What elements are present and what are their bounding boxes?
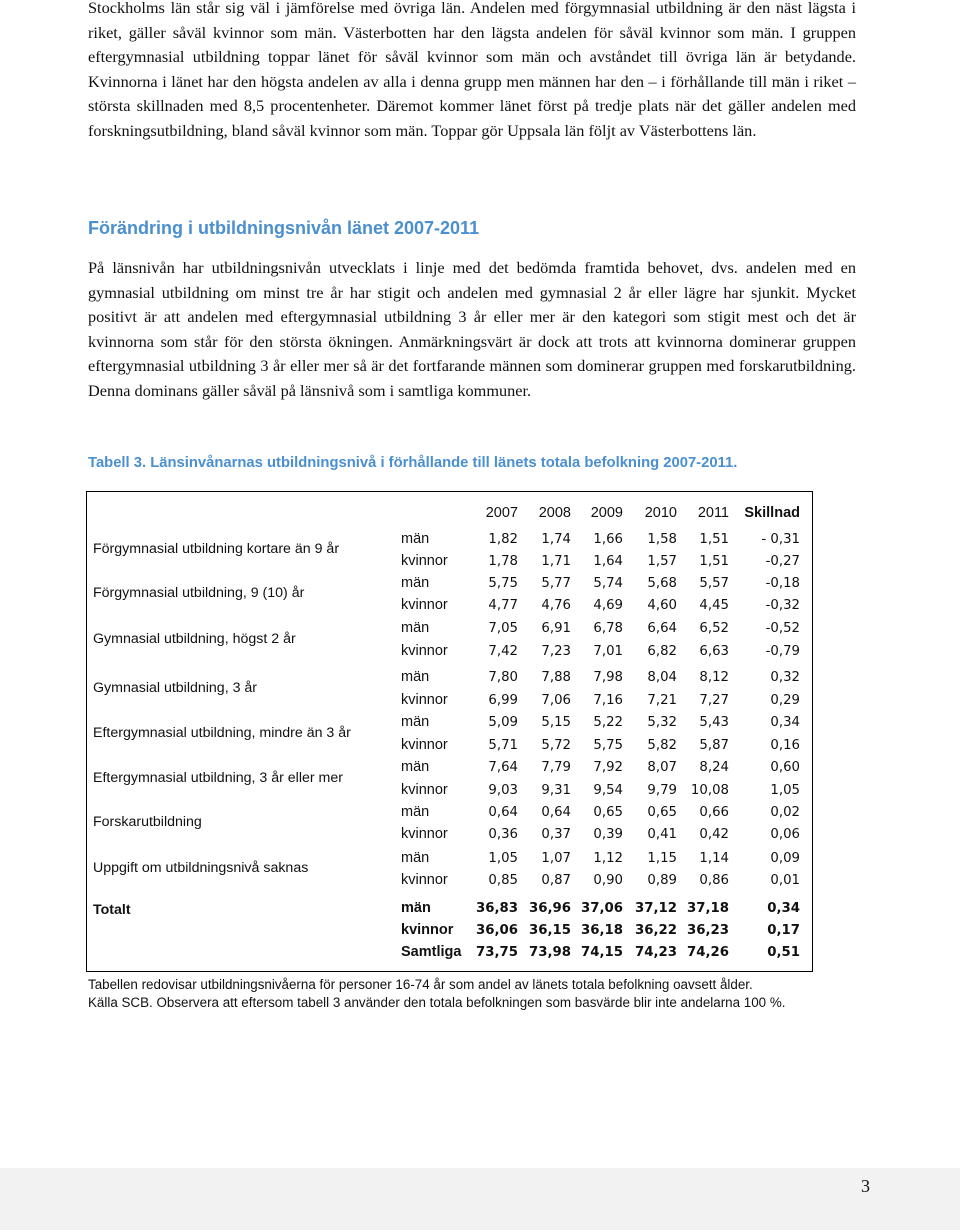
row-sex-label: kvinnor (401, 922, 454, 938)
table-cell: 7,01 (593, 644, 623, 659)
column-header: 2011 (697, 505, 729, 521)
row-sex-label: män (401, 900, 431, 916)
row-sex-label: kvinnor (401, 643, 448, 659)
table-cell: 1,82 (488, 532, 518, 547)
footnote-line-1: Tabellen redovisar utbildningsnivåerna för personer 16-74 år som andel av länets totala befolkning oavsett ålder. (88, 977, 753, 992)
table-cell: 5,75 (593, 738, 623, 753)
row-sex-label: kvinnor (401, 737, 448, 753)
table-cell: 1,57 (647, 554, 677, 569)
table-cell: 7,06 (541, 693, 571, 708)
table-cell: 7,64 (488, 760, 518, 775)
table-cell: 6,64 (647, 621, 677, 636)
row-sex-label: män (401, 575, 430, 591)
table-cell: 7,16 (593, 693, 623, 708)
table-cell: 4,69 (593, 598, 623, 613)
table-cell: 1,71 (541, 554, 571, 569)
table-cell: 36,22 (634, 923, 677, 938)
row-sex-label: män (401, 714, 430, 730)
row-sex-label: män (401, 531, 430, 547)
table-cell: -0,18 (765, 576, 800, 591)
table-cell: 4,60 (647, 598, 677, 613)
table-cell: 1,12 (593, 851, 623, 866)
table-cell: 74,26 (686, 945, 729, 960)
row-category: Uppgift om utbildningsnivå saknas (93, 860, 309, 876)
table-cell: 5,74 (593, 576, 623, 591)
table-cell: 5,87 (699, 738, 729, 753)
table-cell: 0,86 (699, 873, 729, 888)
table-cell: 36,83 (475, 901, 518, 916)
table-cell: 1,14 (699, 851, 729, 866)
table-cell: 7,92 (593, 760, 623, 775)
table-cell: 5,77 (541, 576, 571, 591)
table-cell: 0,32 (770, 670, 800, 685)
table-cell: 5,82 (647, 738, 677, 753)
column-header: 2010 (644, 505, 677, 521)
table-cell: 36,23 (686, 923, 729, 938)
table-cell: 5,43 (699, 715, 729, 730)
table-cell: 0,64 (488, 805, 518, 820)
row-category: Gymnasial utbildning, högst 2 år (93, 630, 296, 647)
row-category: Totalt (93, 902, 131, 918)
row-category: Gymnasial utbildning, 3 år (93, 679, 258, 696)
table-cell: 7,98 (593, 670, 623, 685)
table-cell: 8,12 (699, 670, 729, 685)
table-cell: 0,39 (593, 827, 623, 842)
table-cell: 5,32 (647, 715, 677, 730)
table-cell: 36,18 (580, 923, 623, 938)
table-cell: 0,09 (770, 851, 800, 866)
table-cell: 5,68 (647, 576, 677, 591)
table-cell: 6,91 (541, 621, 571, 636)
table-cell: 36,06 (475, 923, 518, 938)
table-cell: 37,12 (634, 901, 677, 916)
table-cell: 0,90 (593, 873, 623, 888)
table-cell: 1,66 (593, 532, 623, 547)
table-cell: 5,57 (699, 576, 729, 591)
table-cell: 0,06 (770, 827, 800, 842)
table-cell: 74,23 (634, 945, 677, 960)
table-cell: 9,79 (647, 783, 677, 798)
table-cell: 1,58 (647, 532, 677, 547)
table-cell: 6,63 (699, 644, 729, 659)
table-cell: 0,34 (767, 901, 800, 916)
row-sex-label: kvinnor (401, 872, 448, 888)
table-cell: 1,51 (699, 554, 729, 569)
table-cell: 36,15 (528, 923, 571, 938)
page-number: 3 (861, 1176, 870, 1196)
table-cell: 4,77 (488, 598, 518, 613)
table-cell: 0,66 (699, 805, 729, 820)
table-cell: 1,64 (593, 554, 623, 569)
table-cell: 5,71 (488, 738, 518, 753)
row-sex-label: kvinnor (401, 826, 448, 842)
row-sex-label: män (401, 850, 430, 866)
table-cell: 0,87 (541, 873, 571, 888)
row-sex-label: kvinnor (401, 553, 448, 569)
table-cell: 6,78 (593, 621, 623, 636)
table-cell: 7,23 (541, 644, 571, 659)
row-sex-label: kvinnor (401, 782, 448, 798)
table-cell: 9,03 (488, 783, 518, 798)
column-header: 2007 (485, 505, 518, 521)
table-cell: 1,74 (541, 532, 571, 547)
table-cell: 5,22 (593, 715, 623, 730)
table-cell: 0,60 (770, 760, 800, 775)
table-cell: 0,85 (488, 873, 518, 888)
table-cell: 0,29 (770, 693, 800, 708)
table-cell: 5,75 (488, 576, 518, 591)
table-cell: -0,32 (765, 598, 800, 613)
column-header: Skillnad (744, 505, 800, 521)
table-cell: 73,98 (528, 945, 571, 960)
table-cell: 6,82 (647, 644, 677, 659)
table-cell: 6,52 (699, 621, 729, 636)
table-cell: 0,01 (770, 873, 800, 888)
row-category: Förgymnasial utbildning kortare än 9 år (93, 541, 340, 557)
table-cell: 8,04 (647, 670, 677, 685)
table-cell: -0,27 (765, 554, 800, 569)
table-cell: 37,06 (580, 901, 623, 916)
table-cell: 73,75 (475, 945, 518, 960)
row-sex-label: män (401, 620, 430, 636)
table-cell: 4,45 (699, 598, 729, 613)
table-cell: 1,07 (541, 851, 571, 866)
table-cell: 1,05 (488, 851, 518, 866)
table-cell: 0,65 (647, 805, 677, 820)
table-cell: 0,51 (767, 945, 800, 960)
column-header: 2009 (590, 505, 623, 521)
table-cell: 5,09 (488, 715, 518, 730)
table-cell: 7,79 (541, 760, 571, 775)
table-cell: 9,54 (593, 783, 623, 798)
table-cell: 4,76 (541, 598, 571, 613)
table-cell: 7,27 (699, 693, 729, 708)
row-sex-label: kvinnor (401, 692, 448, 708)
table-cell: 37,18 (686, 901, 729, 916)
page-footer (0, 1168, 960, 1230)
row-sex-label: män (401, 669, 430, 685)
table-cell: -0,79 (765, 644, 800, 659)
table-cell: 0,42 (699, 827, 729, 842)
table-cell: 1,51 (699, 532, 729, 547)
table-cell: 9,31 (541, 783, 571, 798)
table-cell: 0,41 (647, 827, 677, 842)
table-cell: 0,64 (541, 805, 571, 820)
table-cell: 7,42 (488, 644, 518, 659)
table-cell: 1,78 (488, 554, 518, 569)
table-cell: 1,15 (647, 851, 677, 866)
table-cell: 5,15 (541, 715, 571, 730)
table-cell: 0,34 (770, 715, 800, 730)
table-cell: 7,05 (488, 621, 518, 636)
table-cell: 8,07 (647, 760, 677, 775)
table-cell: 7,80 (488, 670, 518, 685)
table-cell: 0,02 (770, 805, 800, 820)
table-cell: 8,24 (699, 760, 729, 775)
row-sex-label: män (401, 759, 430, 775)
row-category: Eftergymnasial utbildning, 3 år eller mer (93, 769, 343, 786)
table-cell: 6,99 (488, 693, 518, 708)
table-cell: 74,15 (580, 945, 623, 960)
table-cell: 10,08 (690, 783, 729, 798)
row-sex-label: kvinnor (401, 597, 448, 613)
table-footnote (88, 976, 863, 1011)
table-caption: Tabell 3. Länsinvånarnas utbildningsnivå i förhållande till länets totala befolkning 2007-2011. (88, 455, 738, 471)
footnote-line-2: Källa SCB. Observera att eftersom tabell 3 använder den totala befolkningen som basvärde blir inte andelarna 100 %. (88, 994, 786, 1010)
table-cell: 0,65 (593, 805, 623, 820)
row-category: Förgymnasial utbildning, 9 (10) år (93, 585, 305, 601)
section-paragraph: På länsnivån har utbildningsnivån utvecklats i linje med det bedömda framtida behovet, dvs. andelen med en gymnasial utbildning om minst tre år har stigit och andelen med gymnasial 2 år eller lägre har sjunkit. Mycket positivt är att andelen med eftergymnasial utbildning 3 år eller mer är den kategori som stigit mest och det är kvinnorna som står för den största ökningen. Anmärkningsvärt är dock att trots att kvinnorna dominerar gruppen eftergymnasial utbildning 3 år eller mer så är det fortfarande männen som dominerar gruppen med forskarutbildning. Denna dominans gäller såväl på länsnivå som i samtliga kommuner. (88, 258, 856, 400)
table-cell: 36,96 (528, 901, 571, 916)
table-cell: - 0,31 (761, 532, 800, 547)
row-category: Forskarutbildning (93, 814, 202, 830)
table-cell: 7,21 (647, 693, 677, 708)
table-cell: 0,89 (647, 873, 677, 888)
table-cell: 0,37 (541, 827, 571, 842)
intro-paragraph: Stockholms län står sig väl i jämförelse med övriga län. Andelen med förgymnasial utbildning är den näst lägsta i riket, gäller såväl kvinnor som män. Västerbotten har den lägsta andelen för såväl kvinnor som män. I gruppen eftergymnasial utbildning toppar länet för såväl kvinnor som män och avståndet till övriga län är betydande. Kvinnorna i länet har den högsta andelen av alla i denna grupp men männen har den – i förhållande till män i riket – största skillnaden med 8,5 procentenheter. Däremot kommer länet först på tredje plats när det gäller andelen med forskningsutbildning, bland såväl kvinnor som män. Toppar gör Uppsala län följt av Västerbottens län. (88, 0, 856, 140)
section-heading: Förändring i utbildningsnivån länet 2007-2011 (88, 218, 480, 238)
table-cell: 0,16 (770, 738, 800, 753)
row-sex-label: Samtliga (401, 944, 462, 960)
table-cell: 7,88 (541, 670, 571, 685)
row-sex-label: män (401, 804, 430, 820)
table-cell: 0,36 (488, 827, 518, 842)
table-cell: -0,52 (765, 621, 800, 636)
column-header: 2008 (538, 505, 571, 521)
table-cell: 0,17 (767, 923, 800, 938)
education-table (86, 491, 813, 972)
table-cell: 5,72 (541, 738, 571, 753)
row-category: Eftergymnasial utbildning, mindre än 3 år (93, 724, 351, 741)
table-cell: 1,05 (770, 783, 800, 798)
